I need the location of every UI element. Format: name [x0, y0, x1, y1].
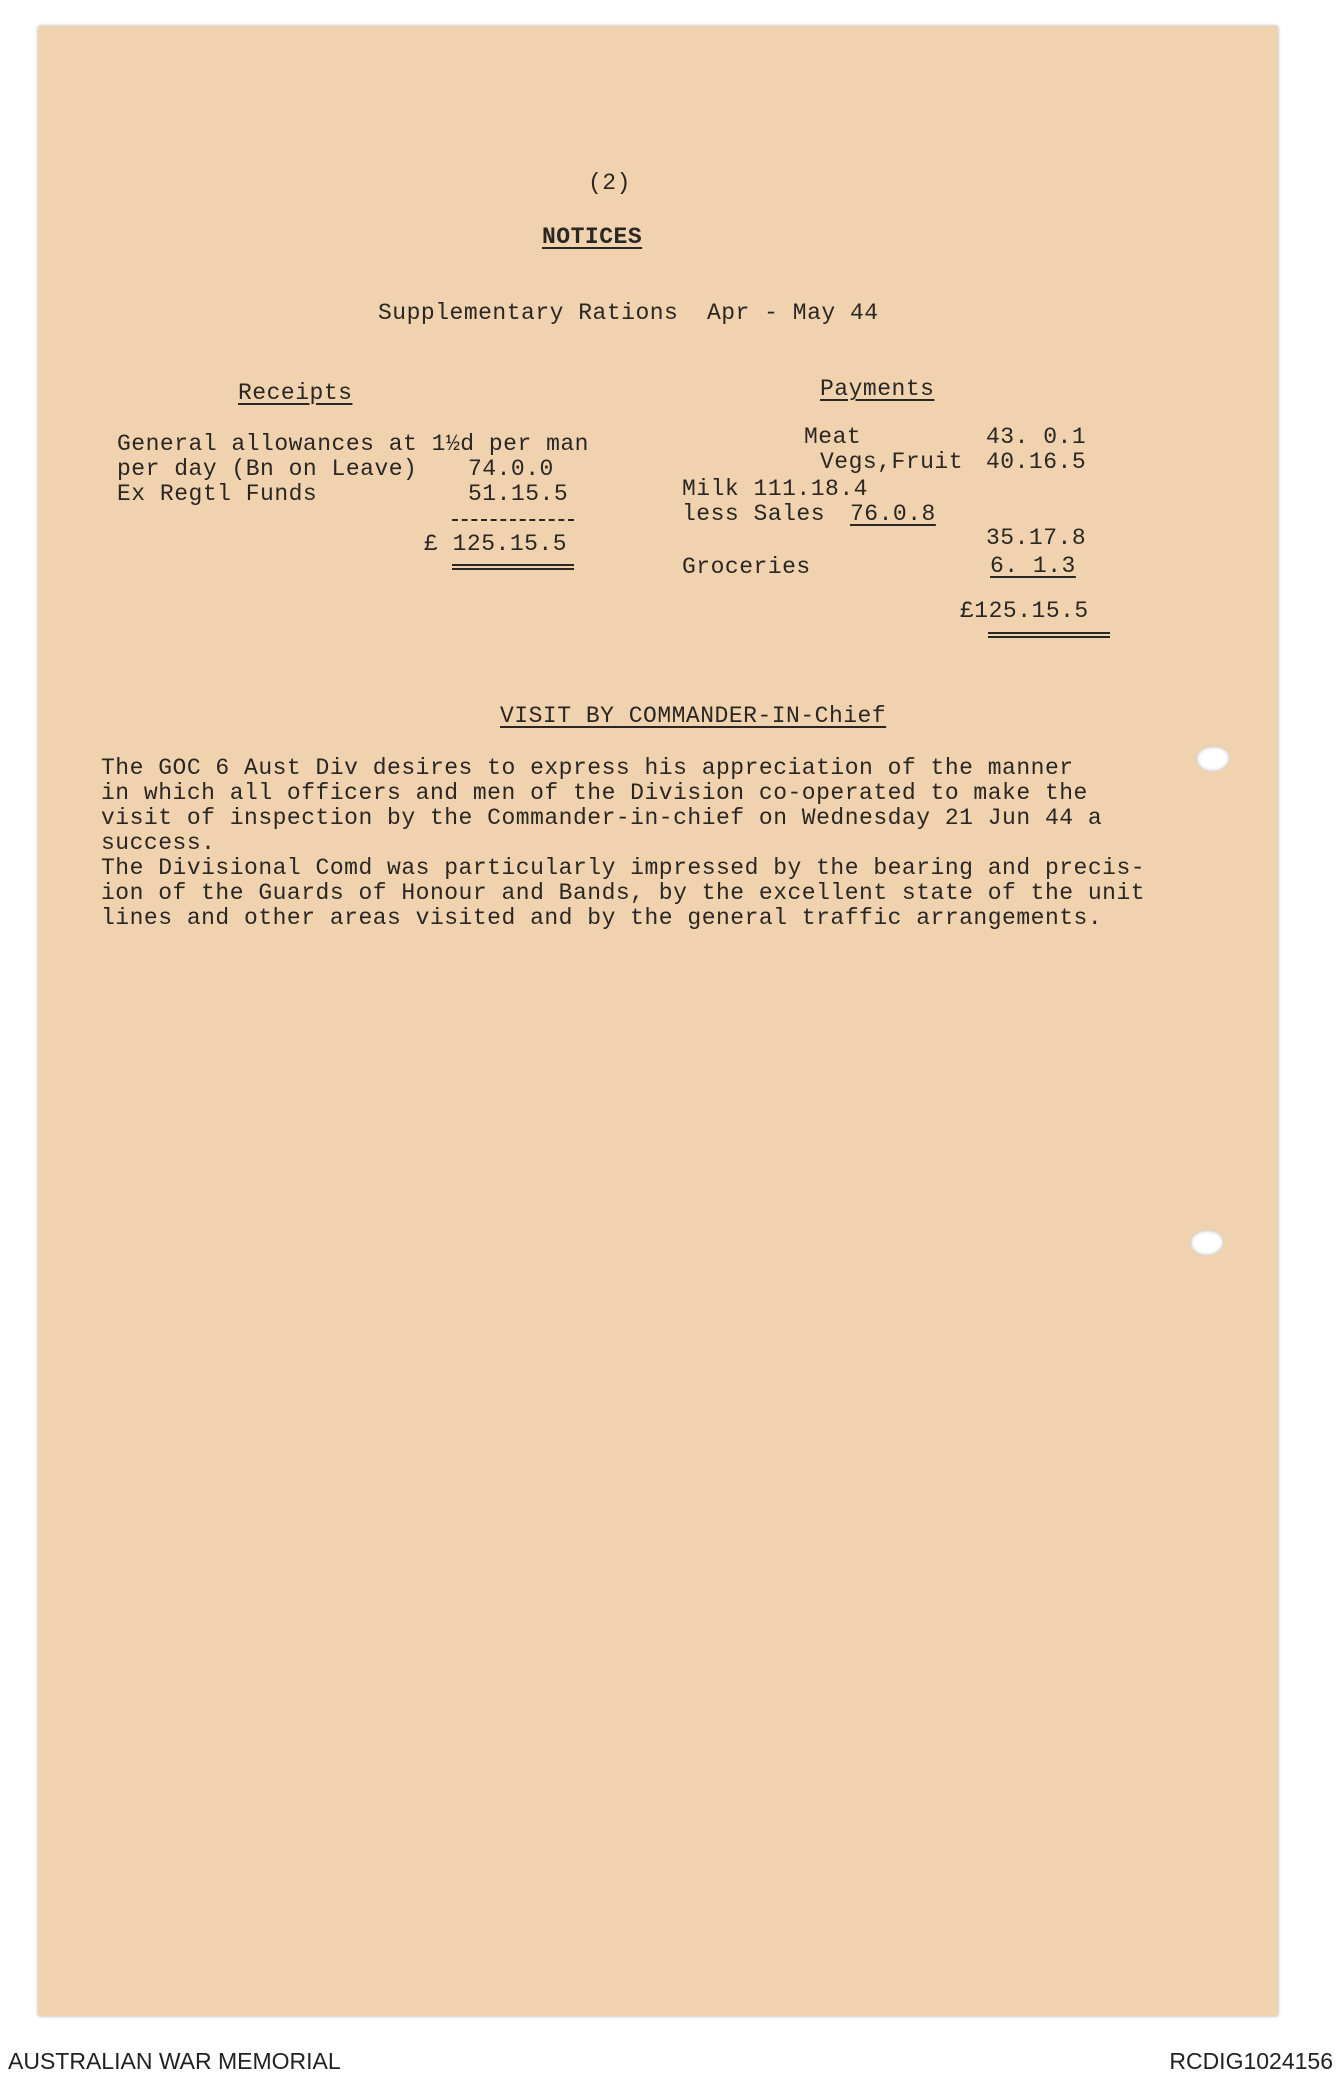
receipt-row-1-label: General allowances at 1½d per man [117, 431, 589, 457]
visit-heading: VISIT BY COMMANDER-IN-Chief [500, 703, 887, 729]
receipts-total: £ 125.15.5 [424, 531, 568, 557]
receipts-subtotal-rule [452, 519, 574, 521]
payment-less-sales-amount: 76.0.8 [850, 501, 936, 527]
payment-vegs-label: Vegs,Fruit [820, 449, 964, 475]
footer-source: AUSTRALIAN WAR MEMORIAL [8, 2048, 341, 2074]
payment-vegs-amount: 40.16.5 [986, 449, 1087, 475]
page-number: (2) [588, 170, 631, 196]
visit-paragraph [101, 756, 1231, 931]
visit-line-3: visit of inspection by the Commander-in-chief on Wednesday 21 Jun 44 a [101, 805, 1103, 831]
supplementary-rations-title: Supplementary Rations Apr - May 44 [378, 300, 879, 326]
payment-milk-net-amount: 35.17.8 [986, 525, 1087, 551]
payment-milk-label: Milk 111.18.4 [682, 476, 868, 502]
payment-groceries-amount: 6. 1.3 [990, 553, 1076, 579]
visit-line-1: The GOC 6 Aust Div desires to express his appreciation of the manner [101, 755, 1074, 781]
receipt-row-2-label: per day (Bn on Leave) [117, 456, 418, 482]
receipt-row-3-label: Ex Regtl Funds [117, 481, 318, 507]
receipts-total-rule [452, 564, 574, 570]
payments-total: £125.15.5 [960, 598, 1089, 624]
receipts-heading: Receipts [238, 380, 353, 406]
footer-catalogue-id: RCDIG1024156 [1169, 2048, 1333, 2074]
payment-meat-label: Meat [804, 424, 862, 450]
receipt-row-2-amount: 74.0.0 [468, 456, 554, 482]
receipt-row-3-amount: 51.15.5 [468, 481, 569, 507]
visit-line-7: lines and other areas visited and by the general traffic arrangements. [101, 905, 1103, 931]
payment-less-sales-label: less Sales [682, 501, 826, 527]
visit-line-2: in which all officers and men of the Division co-operated to make the [101, 780, 1088, 806]
payment-groceries-label: Groceries [682, 554, 811, 580]
visit-line-4: success. [101, 830, 216, 856]
payment-meat-amount: 43. 0.1 [986, 424, 1087, 450]
notices-heading: NOTICES [542, 224, 643, 250]
payments-total-rule [988, 632, 1110, 638]
visit-line-6: ion of the Guards of Honour and Bands, by the excellent state of the unit [101, 880, 1146, 906]
payments-heading: Payments [820, 376, 935, 402]
visit-line-5: The Divisional Comd was particularly impressed by the bearing and precis- [101, 855, 1146, 881]
